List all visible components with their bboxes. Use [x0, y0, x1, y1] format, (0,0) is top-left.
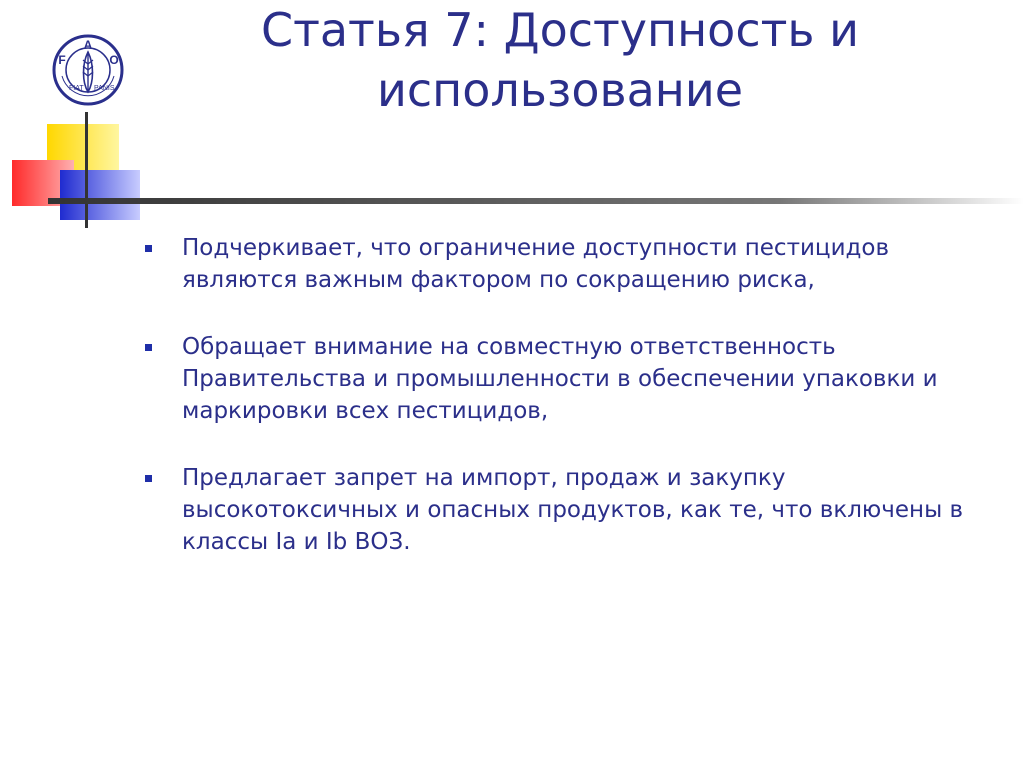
bullet-marker-icon: [145, 344, 152, 351]
bullet-marker-icon: [145, 475, 152, 482]
logo-letter-f: F: [58, 53, 66, 67]
slide-title: Статья 7: Доступность и использование: [260, 3, 860, 117]
logo-letter-a: A: [83, 38, 93, 52]
bullet-item: [140, 232, 980, 296]
bullet-marker-icon: [145, 245, 152, 252]
logo-letter-o: O: [109, 53, 119, 67]
decorative-blocks: [0, 110, 1024, 230]
deco-blue-square: [60, 170, 140, 220]
deco-horizontal-line: [48, 198, 1024, 204]
fao-logo: [52, 34, 124, 106]
bullet-list: [140, 232, 980, 593]
bullet-text: Предлагает запрет на импорт, продаж и закупку высокотоксичных и опасных продуктов, как те, что включены в классы Ia и Ib ВОЗ.: [182, 465, 964, 555]
fao-emblem-icon: [54, 36, 122, 104]
svg-text:PANIS: PANIS: [94, 85, 115, 92]
bullet-item: [140, 331, 980, 427]
bullet-text: Обращает внимание на совместную ответственность Правительства и промышленности в обеспечении упаковки и маркировки всех пестицидов,: [182, 334, 938, 424]
deco-vertical-line: [85, 112, 88, 228]
bullet-item: [140, 462, 980, 558]
bullet-text: Подчеркивает, что ограничение доступности пестицидов являются важным фактором по сокращению риска,: [182, 235, 890, 293]
svg-text:FIAT: FIAT: [69, 85, 84, 92]
